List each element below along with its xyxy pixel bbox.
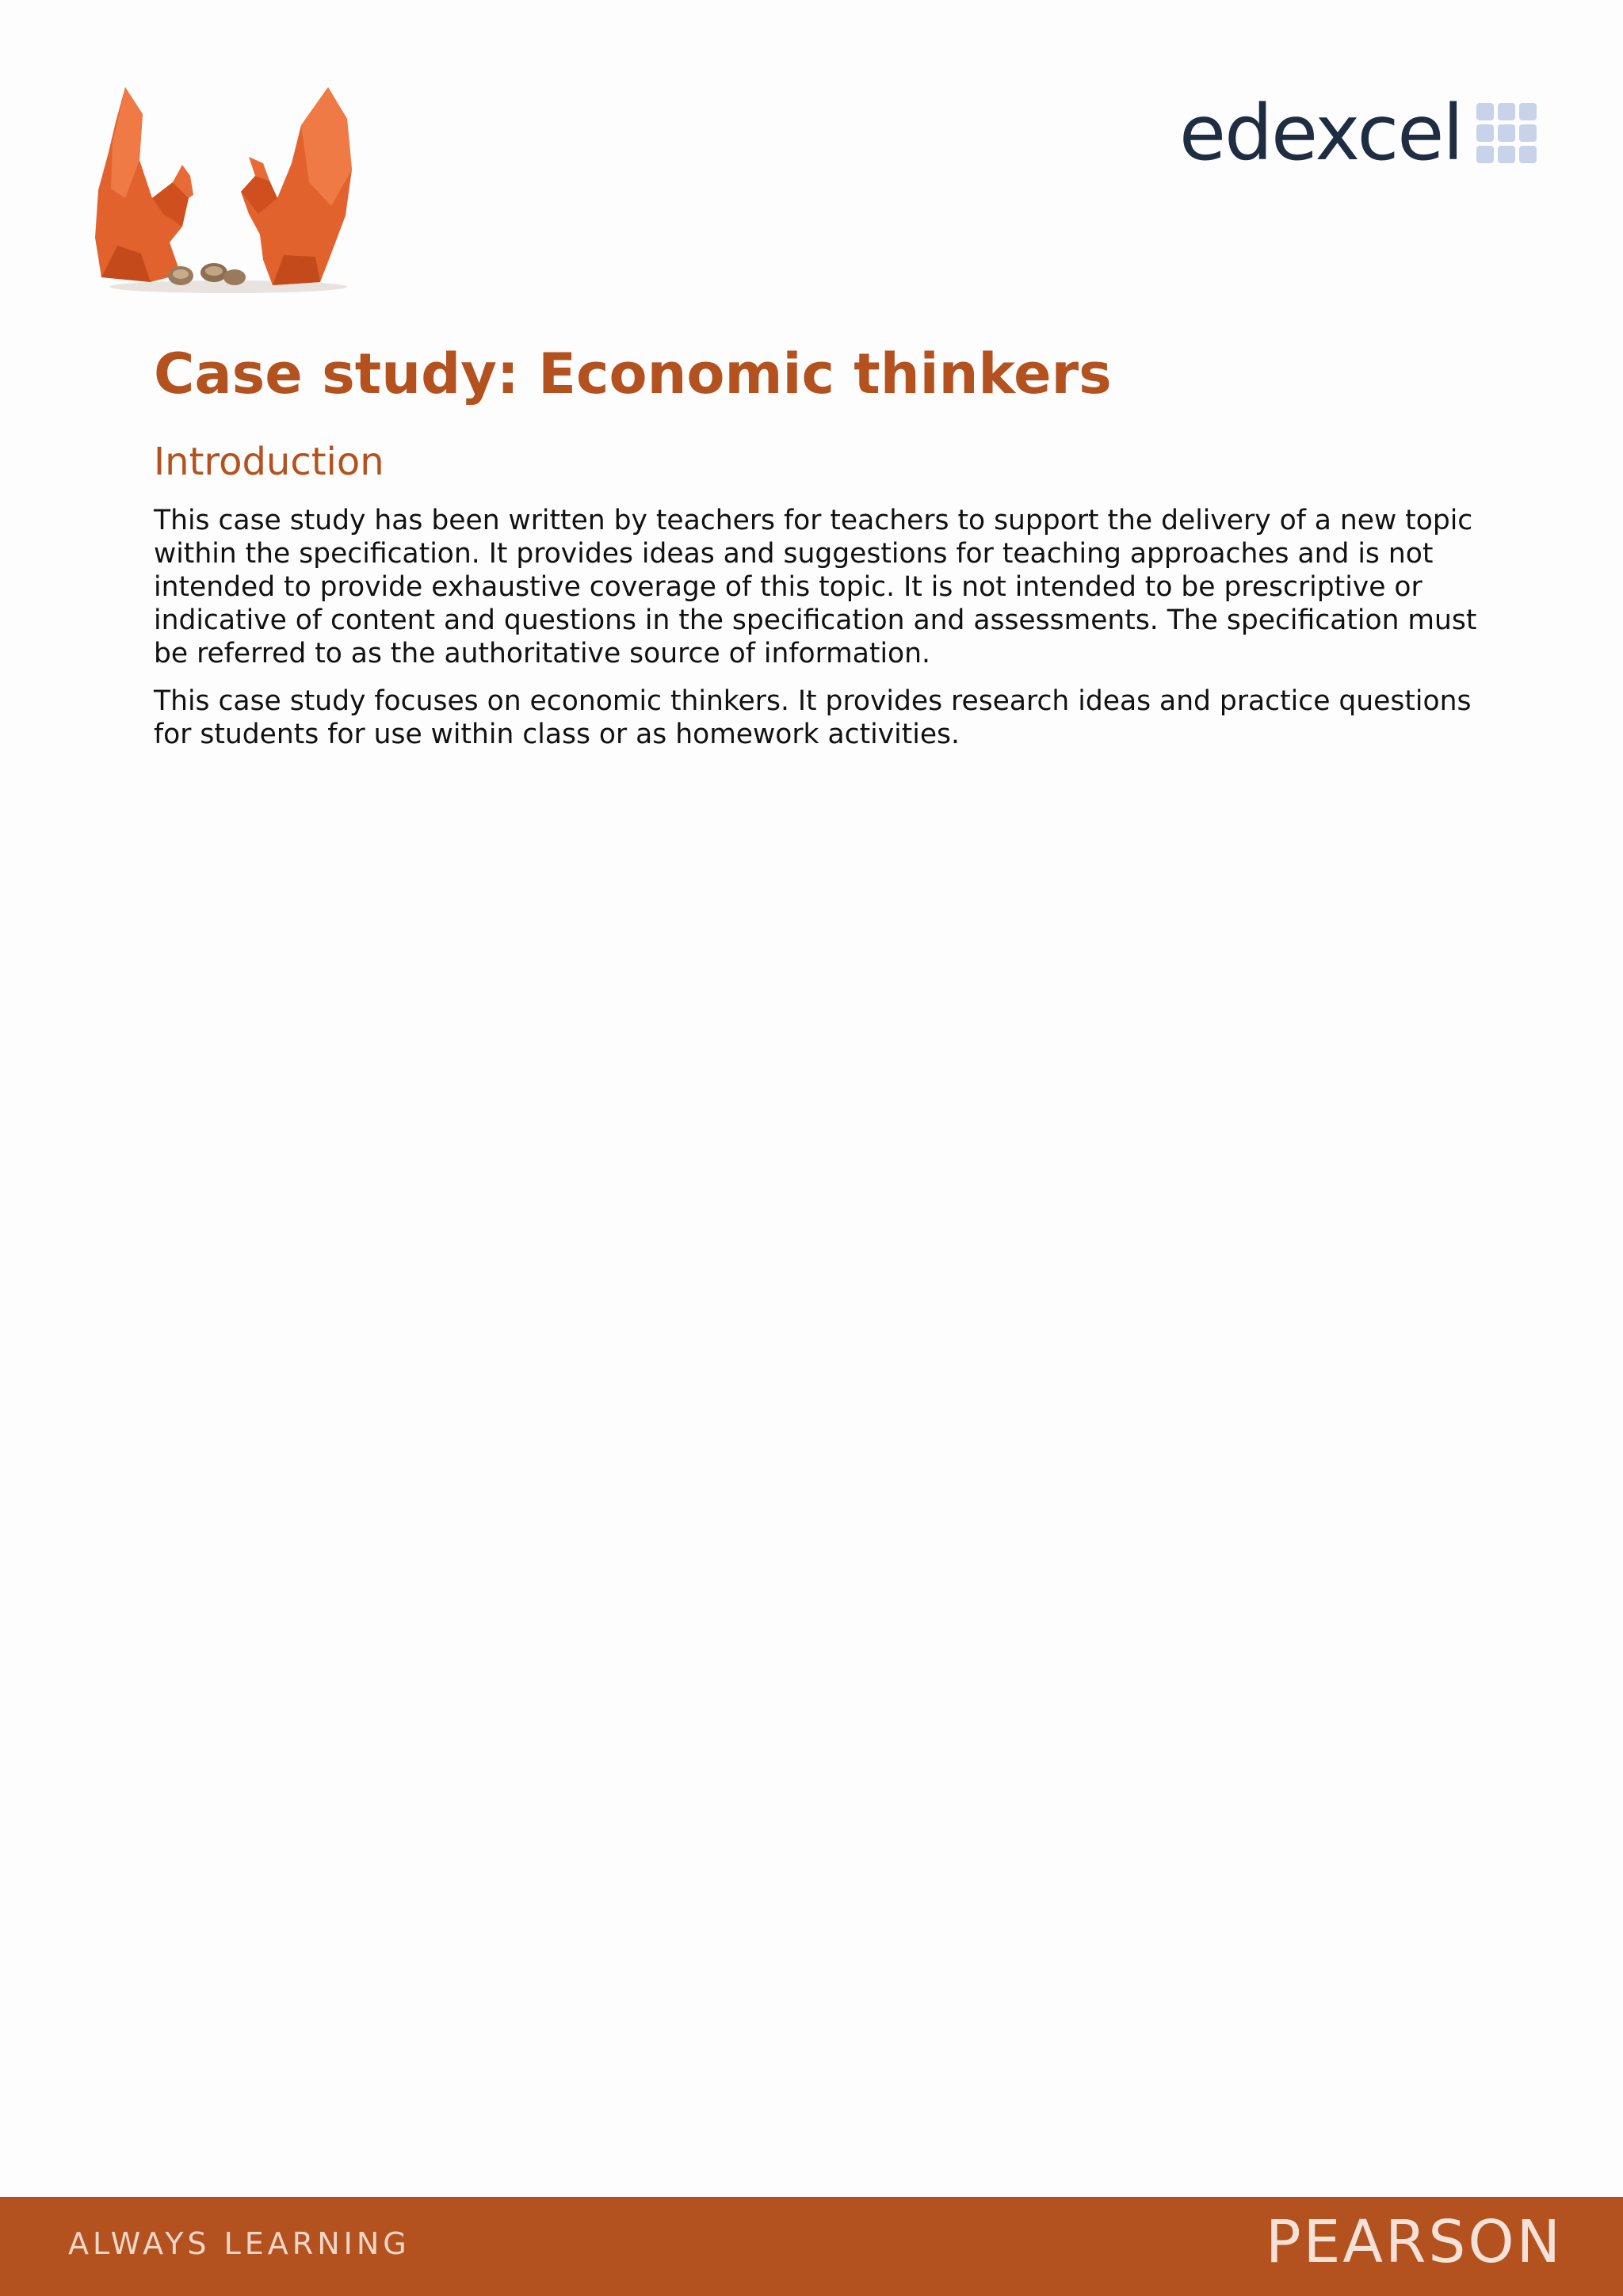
edexcel-wordmark: edexcel [1179, 89, 1463, 177]
intro-paragraph-2: This case study focuses on economic thinkers. It provides research ideas and practice questions for students for use within class or as homework activities. [154, 685, 1472, 750]
origami-squirrels-icon [94, 87, 355, 297]
edexcel-logo [1179, 89, 1537, 177]
footer-bar [0, 2197, 1623, 2296]
footer-tagline: ALWAYS LEARNING [68, 2226, 411, 2261]
pearson-logo: PEARSON [1266, 2208, 1563, 2276]
section-heading-introduction: Introduction [154, 440, 384, 484]
page-title: Case study: Economic thinkers [154, 341, 1112, 406]
edexcel-grid-icon [1476, 103, 1537, 163]
intro-paragraph-1: This case study has been written by teachers for teachers to support the delivery of a new topic within the specification. It provides ideas and suggestions for teaching approaches and is not intended to provide exhaustive coverage of this topic. It is not intended to be prescriptive or indicative of content and questions in the specification and assessments. The specification must be referred to as the authoritative source of information. [154, 505, 1477, 669]
